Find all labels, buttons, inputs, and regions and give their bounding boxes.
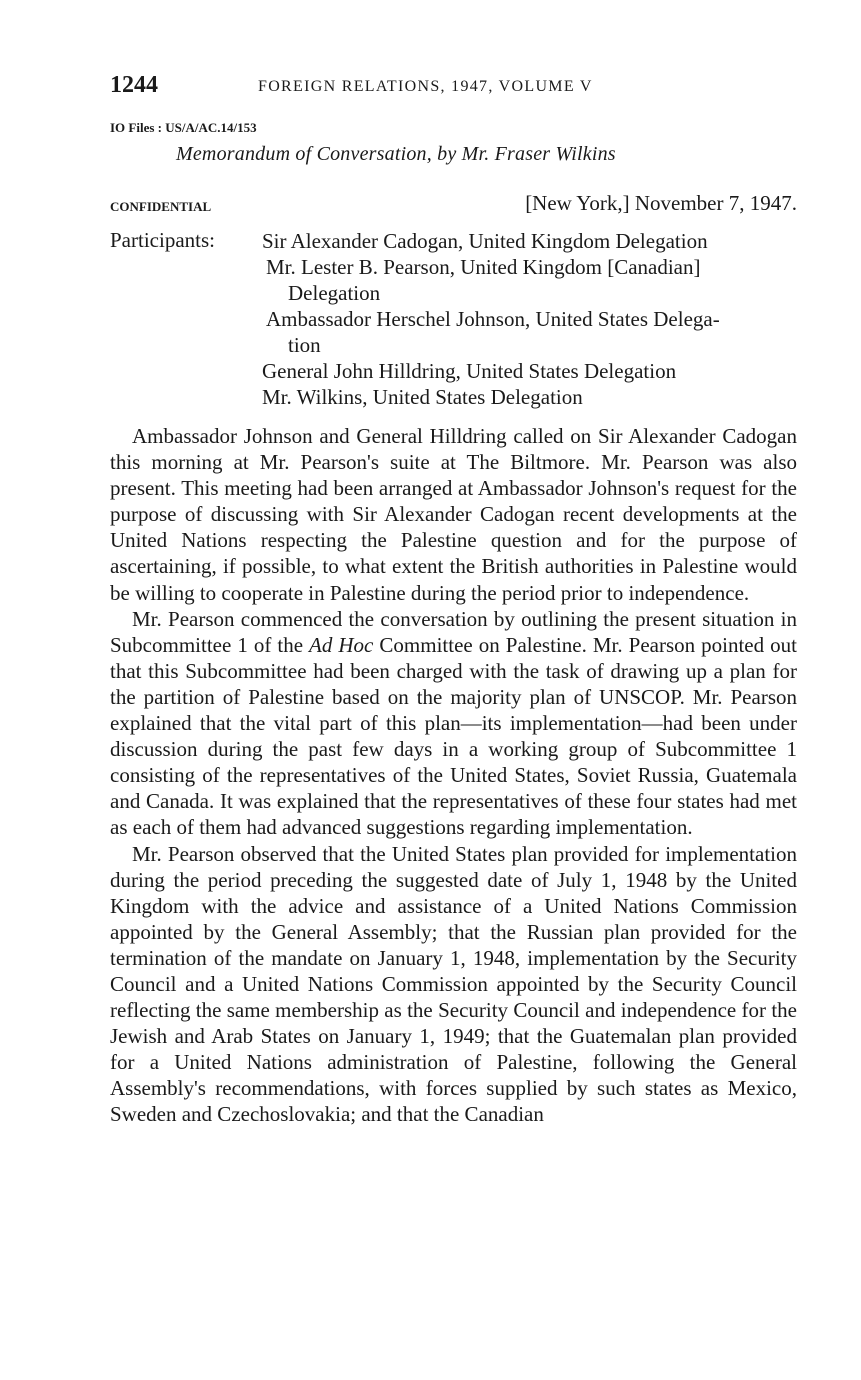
participant-line-continued: Delegation bbox=[288, 281, 381, 305]
participant-line: Mr. Lester B. Pearson, United Kingdom [Canadian] bbox=[266, 255, 701, 279]
paragraph-text: Committee on Palestine. Mr. Pearson pointed out that this Subcommittee had been charged with the task of drawing up a plan for the partition of Palestine based on the majority plan of UNSCOP. Mr. Pearson explained that the vital part of this plan—its implementation—had been under discussion during the past few days in a working group of Subcommittee 1 consisting of the representatives of the United States, Soviet Russia, Guatemala and Canada. It was explained that the representatives of these four states had met as each of them had advanced suggestions regarding implementation. bbox=[110, 632, 797, 840]
paragraph: Ambassador Johnson and General Hilldring called on Sir Alexander Cadogan this morning at Mr. Pearson's suite at The Biltmore. Mr. Pearson was also present. This meeting had been arranged at Ambassador Johnson's request for the purpose of discussing with Sir Alexander Cadogan recent developments at the United Nations respecting the Palestine question and for the purpose of ascertaining, if possible, to what extent the British authorities in Palestine would be willing to cooperate in Palestine during the period prior to independence. bbox=[110, 424, 797, 605]
running-title: FOREIGN RELATIONS, 1947, VOLUME V bbox=[258, 78, 593, 95]
paragraph-italic-text: Ad Hoc bbox=[309, 632, 374, 657]
participant-entry bbox=[262, 254, 802, 306]
participant-entry bbox=[262, 384, 802, 410]
file-reference: IO Files : US/A/AC.14/153 bbox=[110, 120, 257, 135]
memo-title: Memorandum of Conversation, by Mr. Fraser Wilkins bbox=[176, 143, 616, 165]
participant-line-continued: tion bbox=[288, 333, 321, 357]
participants-label: Participants: bbox=[110, 228, 215, 252]
participant-entry bbox=[262, 228, 802, 254]
classification-label: CONFIDENTIAL bbox=[110, 199, 212, 214]
participant-entry bbox=[262, 306, 802, 358]
participant-entry bbox=[262, 358, 802, 384]
participant-line: General John Hilldring, United States Delegation bbox=[262, 359, 677, 383]
place-date: [New York,] November 7, 1947. bbox=[525, 191, 797, 215]
page-number: 1244 bbox=[110, 72, 158, 98]
body-text bbox=[110, 423, 797, 1128]
participant-line: Sir Alexander Cadogan, United Kingdom Delegation bbox=[262, 229, 708, 253]
participant-line: Mr. Wilkins, United States Delegation bbox=[262, 385, 583, 409]
paragraph-text: Mr. Pearson commenced the conversation by outlining the present situation in Subcommittee 1 of the bbox=[110, 606, 797, 657]
participant-line: Ambassador Herschel Johnson, United States Delega- bbox=[266, 307, 720, 331]
running-head bbox=[110, 72, 800, 102]
participants-list bbox=[262, 228, 802, 410]
paragraph: Mr. Pearson observed that the United States plan provided for implementation during the period preceding the suggested date of July 1, 1948 by the United Kingdom with the advice and assistance of a United Nations Commission appointed by the General Assembly; that the Russian plan provided for the termination of the mandate on January 1, 1948, implementation by the Security Council and a United Nations Commission appointed by the Security Council reflecting the same membership as the Security Council and independence for the Jewish and Arab States on January 1, 1949; that the Guatemalan plan provided for a United Nations administration of Palestine, following the General Assembly's recommendations, with forces supplied by such states as Mexico, Sweden and Czechoslovakia; and that the Canadian bbox=[110, 841, 797, 1127]
paragraph bbox=[110, 606, 797, 841]
